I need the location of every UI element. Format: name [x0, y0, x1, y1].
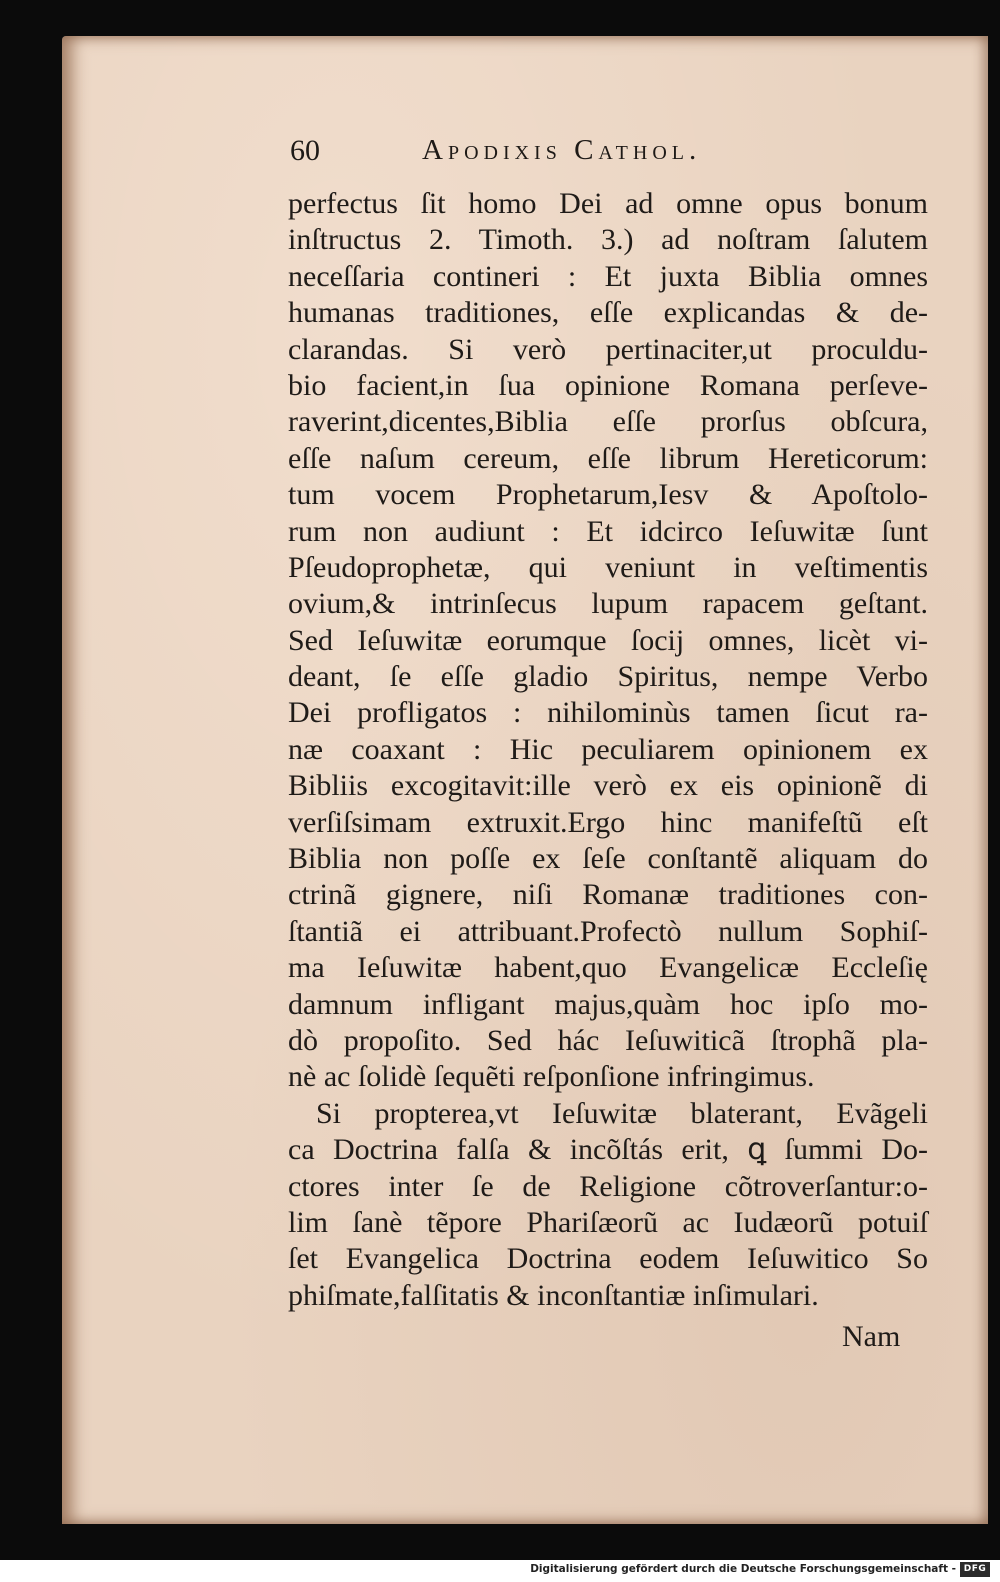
body-text: [288, 186, 928, 1314]
text-line: ctrinã gignere, niſi Romanæ traditiones con-: [288, 878, 928, 912]
text-line: perfectus ſit homo Dei ad omne opus bonum: [288, 187, 928, 220]
text-line: raverint,dicentes,Biblia eſſe prorſus obſcura,: [288, 405, 928, 439]
catchword: Nam: [842, 1320, 901, 1353]
text-line: tum vocem Prophetarum,Iesv & Apoſtolo-: [288, 478, 928, 512]
text-line: neceſſaria contineri : Et juxta Biblia omnes: [288, 259, 928, 293]
text-line: Si propterea,vt Ieſuwitæ blaterant, Evãgeli: [316, 1096, 928, 1130]
text-line: clarandas. Si verò pertinaciter,ut proculdu-: [288, 332, 928, 366]
digitization-credit: Digitalisierung gefördert durch die Deutsche Forschungsgemeinschaft -: [530, 1563, 956, 1575]
text-line: nè ac ſolidè ſequẽti reſponſione infringimus.: [288, 1060, 815, 1094]
text-line: Bibliis excogitavit:ille verò ex eis opinionẽ di: [288, 769, 928, 803]
text-line: eſſe naſum cereum, eſſe librum Hereticorum:: [288, 441, 928, 475]
running-head: [290, 134, 850, 174]
text-line: ſet Evangelica Doctrina eodem Ieſuwitico So: [288, 1242, 928, 1276]
text-line: ctores inter ſe de Religione cõtroverſantur:o-: [288, 1169, 928, 1203]
text-line: ovium,& intrinſecus lupum rapacem geſtant.: [288, 587, 928, 621]
running-title: Apodixis Cathol.: [422, 134, 702, 166]
text-line: rum non audiunt : Et idcirco Ieſuwitæ ſunt: [288, 514, 928, 548]
text-line: næ coaxant : Hic peculiarem opinionem ex: [288, 732, 928, 766]
text-line: dò propoſito. Sed hác Ieſuwiticã ſtrophã pla-: [288, 1023, 928, 1057]
text-line: humanas traditiones, eſſe explicandas & de-: [288, 296, 928, 330]
text-line: damnum infligant majus,quàm hoc ipſo mo-: [288, 987, 928, 1021]
text-line: ſtantiã ei attribuant.Profectò nullum Sophiſ-: [288, 914, 928, 948]
text-line: bio facient,in ſua opinione Romana perſeve-: [288, 368, 928, 402]
text-line: Dei profligatos : nihilominùs tamen ſicut ra-: [288, 696, 928, 730]
text-line: deant, ſe eſſe gladio Spiritus, nempe Verbo: [288, 660, 928, 694]
text-line: inſtructus 2. Timoth. 3.) ad noſtram ſalutem: [288, 223, 928, 257]
text-line: verſiſsimam extruxit.Ergo hinc manifeſtũ eſt: [288, 805, 928, 839]
page-number: 60: [290, 134, 320, 167]
text-line: ma Ieſuwitæ habent,quo Evangelicæ Eccleſię: [288, 951, 928, 985]
text-line: ca Doctrina falſa & incõſtás erit, ꝗ ſummi Do-: [288, 1133, 928, 1167]
dfg-logo: DFG: [960, 1562, 990, 1577]
text-line: Sed Ieſuwitæ eorumque ſocij omnes, licèt vi-: [288, 623, 928, 657]
text-line: Biblia non poſſe ex ſeſe conſtantẽ aliquam do: [288, 842, 928, 876]
text-line: phiſmate,falſitatis & inconſtantiæ inſimulari.: [288, 1278, 819, 1312]
text-line: Pſeudoprophetæ, qui veniunt in veſtimentis: [288, 550, 928, 584]
text-line: lim ſanè tẽpore Phariſæorũ ac Iudæorũ potuiſ: [288, 1205, 928, 1239]
